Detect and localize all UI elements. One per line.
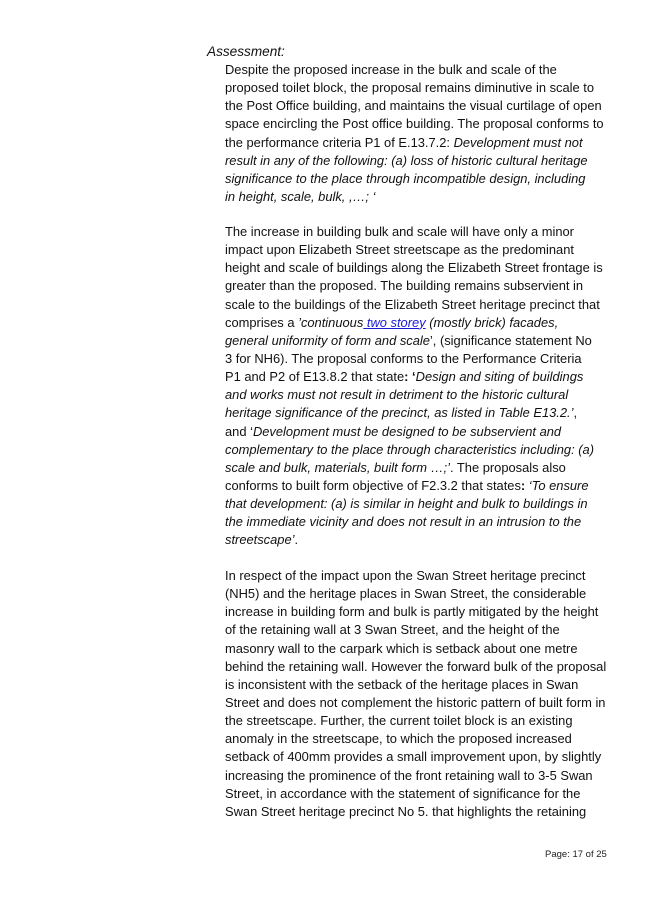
italic-text: scale and bulk, materials, built form …;’ — [225, 459, 450, 475]
text-line — [225, 531, 610, 549]
text-line — [225, 603, 610, 621]
italic-text: ’continuous — [298, 314, 364, 330]
italic-text: Design and siting of buildings — [415, 369, 584, 385]
text-line — [225, 585, 610, 603]
italic-text: (mostly brick) facades, — [425, 314, 559, 330]
text-line — [225, 350, 610, 368]
text-line — [225, 61, 610, 79]
body-text: 3 for NH6). The proposal conforms to the Performance Criteria — [225, 350, 582, 366]
italic-text: complementary to the place through characteristics including: (a) — [225, 441, 594, 457]
italic-text: and works must not result in detriment to the historic cultural — [225, 387, 569, 403]
text-line — [225, 314, 610, 332]
body-text: Despite the proposed increase in the bulk and scale of the — [225, 62, 557, 77]
body-text: Street, in accordance with the statement of significance for the — [225, 785, 581, 801]
body-text: masonry wall to the carpark which is setback about one metre — [225, 640, 578, 656]
text-line — [225, 495, 610, 513]
text-line — [225, 277, 610, 295]
text-line — [225, 115, 610, 133]
text-line — [225, 404, 610, 422]
body-text: anomaly in the streetscape, to which the proposed increased — [225, 731, 572, 747]
text-line — [225, 259, 610, 277]
text-line — [225, 423, 610, 441]
body-text: increase in building form and bulk is partly mitigated by the height — [225, 604, 599, 620]
text-line — [225, 712, 610, 730]
text-line — [225, 241, 610, 259]
body-text: the performance criteria P1 of E.13.7.2: — [225, 134, 454, 150]
italic-text: in height, scale, bulk, ,…; ‘ — [225, 188, 376, 204]
text-line — [225, 188, 610, 206]
text-line — [225, 567, 610, 585]
body-text: . — [294, 532, 299, 548]
text-line — [225, 332, 610, 350]
text-line — [225, 170, 610, 188]
body-text: scale to the buildings of the Elizabeth Street heritage precinct that — [225, 296, 600, 312]
body-text: Swan Street heritage precinct No 5. that highlights the retaining — [225, 803, 587, 819]
italic-text: the immediate vicinity and does not result in an intrusion to the — [225, 514, 582, 530]
text-line — [225, 694, 610, 712]
text-line — [225, 803, 610, 821]
italic-text: significance to the place through incompatible design, including — [225, 170, 586, 186]
text-line — [225, 459, 610, 477]
text-line — [225, 152, 610, 170]
paragraph-1 — [225, 61, 610, 206]
body-text: increasing the prominence of the front retaining wall to 3-5 Swan — [225, 767, 593, 783]
text-line — [225, 640, 610, 658]
text-line — [225, 676, 610, 694]
text-line — [225, 97, 610, 115]
body-text: the Post Office building, and maintains the visual curtilage of open — [225, 98, 602, 114]
italic-text: Development must be designed to be subservient and — [252, 423, 562, 439]
body-text: proposed toilet block, the proposal remains diminutive in scale to — [225, 80, 595, 96]
body-text: , — [573, 405, 578, 421]
body-text: behind the retaining wall. However the forward bulk of the proposal — [225, 658, 607, 674]
text-line — [225, 223, 610, 241]
text-line — [225, 134, 610, 152]
text-line — [225, 441, 610, 459]
hyperlink[interactable]: two storey — [366, 314, 426, 330]
body-text: (NH5) and the heritage places in Swan Street, the considerable — [225, 586, 587, 602]
body-text: the streetscape. Further, the current toilet block is an existing — [225, 713, 573, 729]
text-line — [225, 785, 610, 803]
body-text: comprises a — [225, 314, 299, 330]
body-text: Street and does not complement the historic pattern of built form in — [225, 694, 606, 710]
italic-text: that development: (a) is similar in height and bulk to buildings in — [225, 496, 588, 512]
text-line — [225, 513, 610, 531]
bold-text: : — [520, 477, 526, 493]
italic-text: ‘To ensure — [528, 477, 589, 493]
body-text: height and scale of buildings along the Elizabeth Street frontage is — [225, 260, 603, 276]
text-line — [225, 477, 610, 495]
body-text: ’, (significance statement No — [429, 332, 592, 348]
body-text: The increase in building bulk and scale will have only a minor — [225, 224, 574, 239]
page-number: Page: 17 of 25 — [545, 849, 607, 860]
body-text: space encircling the Post office building. The proposal conforms to — [225, 116, 604, 132]
body-text: conforms to built form objective of F2.3.2 that states — [225, 477, 521, 493]
text-line — [225, 79, 610, 97]
italic-text: streetscape’ — [225, 532, 295, 548]
text-line — [225, 368, 610, 386]
body-text: In respect of the impact upon the Swan Street heritage precinct — [225, 568, 586, 583]
body-text: and ‘ — [225, 423, 253, 439]
italic-text: heritage significance of the precinct, as listed in Table E13.2.’ — [225, 405, 574, 421]
body-text: impact upon Elizabeth Street streetscape as the predominant — [225, 242, 574, 258]
bold-text: : ‘ — [404, 369, 416, 385]
body-text: setback of 400mm provides a small improvement upon, by slightly — [225, 749, 602, 765]
text-line — [225, 730, 610, 748]
body-text: of the retaining wall at 3 Swan Street, and the height of the — [225, 622, 560, 638]
italic-text: general uniformity of form and scale — [225, 332, 430, 348]
italic-text: Development must not — [453, 134, 583, 150]
text-line — [225, 767, 610, 785]
body-text: . The proposals also — [449, 459, 566, 475]
text-line — [225, 658, 610, 676]
italic-text: result in any of the following: (a) loss of historic cultural heritage — [225, 152, 588, 168]
body-text: is inconsistent with the setback of the heritage places in Swan — [225, 676, 579, 692]
paragraph-3 — [225, 567, 610, 821]
text-line — [225, 296, 610, 314]
text-line — [225, 621, 610, 639]
section-heading: Assessment: — [207, 44, 285, 59]
paragraph-2 — [225, 223, 610, 550]
text-line — [225, 386, 610, 404]
text-line — [225, 748, 610, 766]
body-text: P1 and P2 of E13.8.2 that state — [225, 369, 405, 385]
body-text: greater than the proposed. The building remains subservient in — [225, 278, 584, 294]
